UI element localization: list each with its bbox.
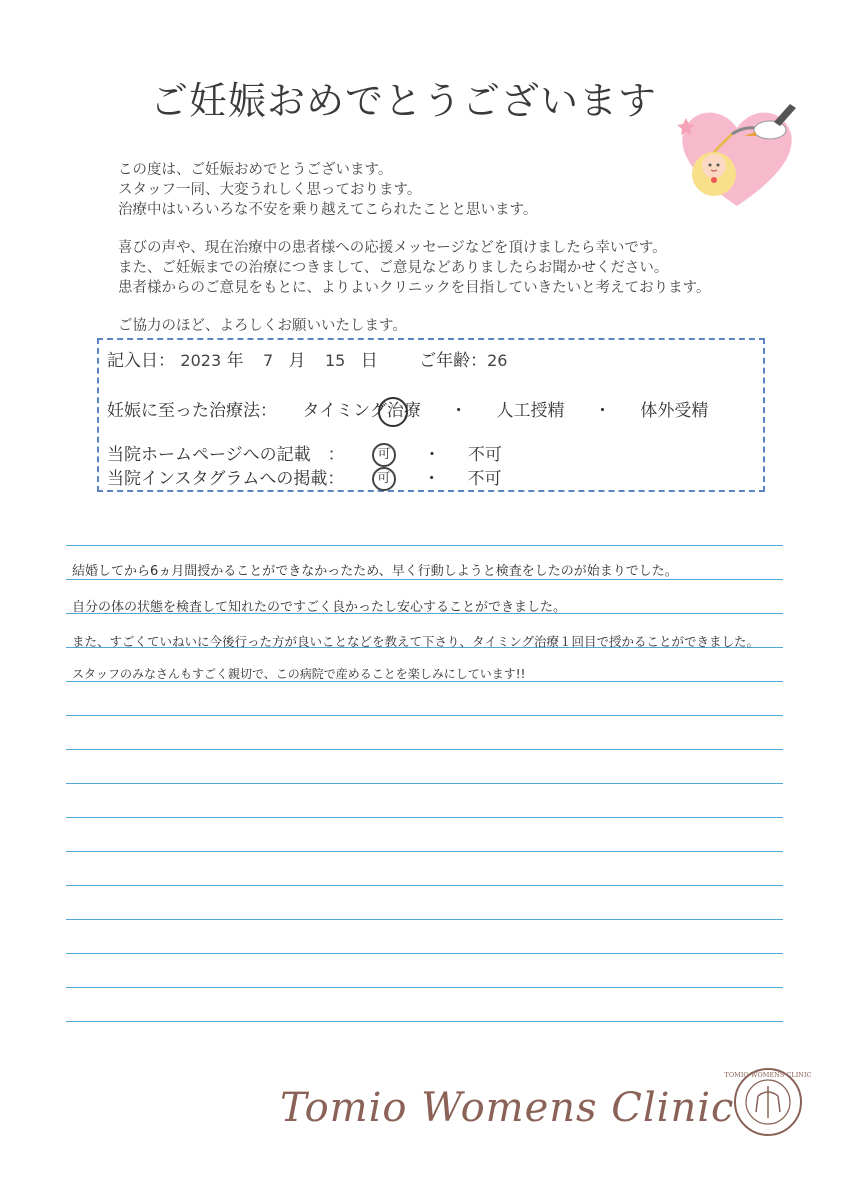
- clinic-seal-logo: [724, 1066, 812, 1138]
- ruled-line: [66, 885, 783, 886]
- ruled-line: [66, 953, 783, 954]
- ruled-line: [66, 715, 783, 716]
- entry-day-value: 15: [324, 351, 346, 370]
- message-line-2: 自分の体の状態を検査して知れたのですごく良かったし安心することができました。: [72, 600, 567, 615]
- message-lined-area: [66, 545, 783, 1025]
- page-title: ご妊娠おめでとうございます: [150, 79, 658, 123]
- message-line-1: 結婚してから6ヵ月間授かることができなかったため、早く行動しようと検査をしたのが始まりでした。: [72, 564, 678, 579]
- stork-baby-heart-illustration: [672, 96, 802, 216]
- homepage-consent-yes: 可: [372, 443, 396, 467]
- ruled-line: [66, 579, 783, 580]
- treatment-row: 妊娠に至った治療法： タイミング治療 ・ 人工授精 ・ 体外受精: [107, 396, 708, 421]
- ruled-line: [66, 545, 783, 546]
- instagram-consent-yes: 可: [372, 467, 396, 491]
- treatment-option-iui: 人工授精: [496, 401, 565, 421]
- homepage-consent-row: 当院ホームページへの記載 ： 可 ・ 不可: [107, 445, 502, 465]
- instagram-consent-no: 不可: [467, 469, 502, 489]
- ruled-line: [66, 783, 783, 784]
- entry-date-row: 記入日： 2023 年 7 月 15 日 ご年齢：26: [107, 351, 508, 371]
- instagram-consent-row: 当院インスタグラムへの掲載： 可 ・ 不可: [107, 469, 502, 489]
- intro-paragraph-1: この度は、ご妊娠おめでとうございます。 スタッフ一同、大変うれしく思っております。 治療中はいろいろな不安を乗り越えてこられたことと思います。: [118, 162, 538, 218]
- clinic-name-logo: Tomio Womens Clinic: [280, 1085, 735, 1131]
- entry-month-value: 7: [262, 351, 274, 370]
- message-line-3: また、すごくていねいに今後行った方が良いことなどを教えて下さり、タイミング治療１回目で授かることができました。: [72, 634, 760, 649]
- seal-text: TOMIO WOMENS CLINIC: [724, 1071, 812, 1079]
- age-value: 26: [487, 351, 508, 370]
- message-line-4: スタッフのみなさんもすごく親切で、この病院で産めることを楽しみにしています!!: [72, 667, 526, 681]
- ruled-line: [66, 919, 783, 920]
- ruled-line: [66, 817, 783, 818]
- entry-year-value: 2023: [180, 351, 222, 370]
- treatment-option-ivf: 体外受精: [640, 401, 709, 421]
- ruled-line: [66, 1021, 783, 1022]
- ruled-line: [66, 851, 783, 852]
- homepage-consent-no: 不可: [467, 445, 502, 465]
- intro-text: [118, 160, 710, 336]
- selected-circle-mark: [378, 397, 408, 427]
- treatment-option-timing: タイミング治療: [302, 401, 426, 421]
- survey-form-box: [97, 338, 765, 492]
- intro-paragraph-3: ご協力のほど、よろしくお願いいたします。: [118, 318, 407, 334]
- intro-paragraph-2: 喜びの声や、現在治療中の患者様への応援メッセージなどを頂けましたら幸いです。 また、ご妊娠までの治療につきまして、ご意見などありましたらお聞かせください。 患者様からのご意見をもとに、よりよいクリニックを目指していきたいと考えております。: [118, 240, 711, 296]
- ruled-line: [66, 749, 783, 750]
- ruled-line: [66, 987, 783, 988]
